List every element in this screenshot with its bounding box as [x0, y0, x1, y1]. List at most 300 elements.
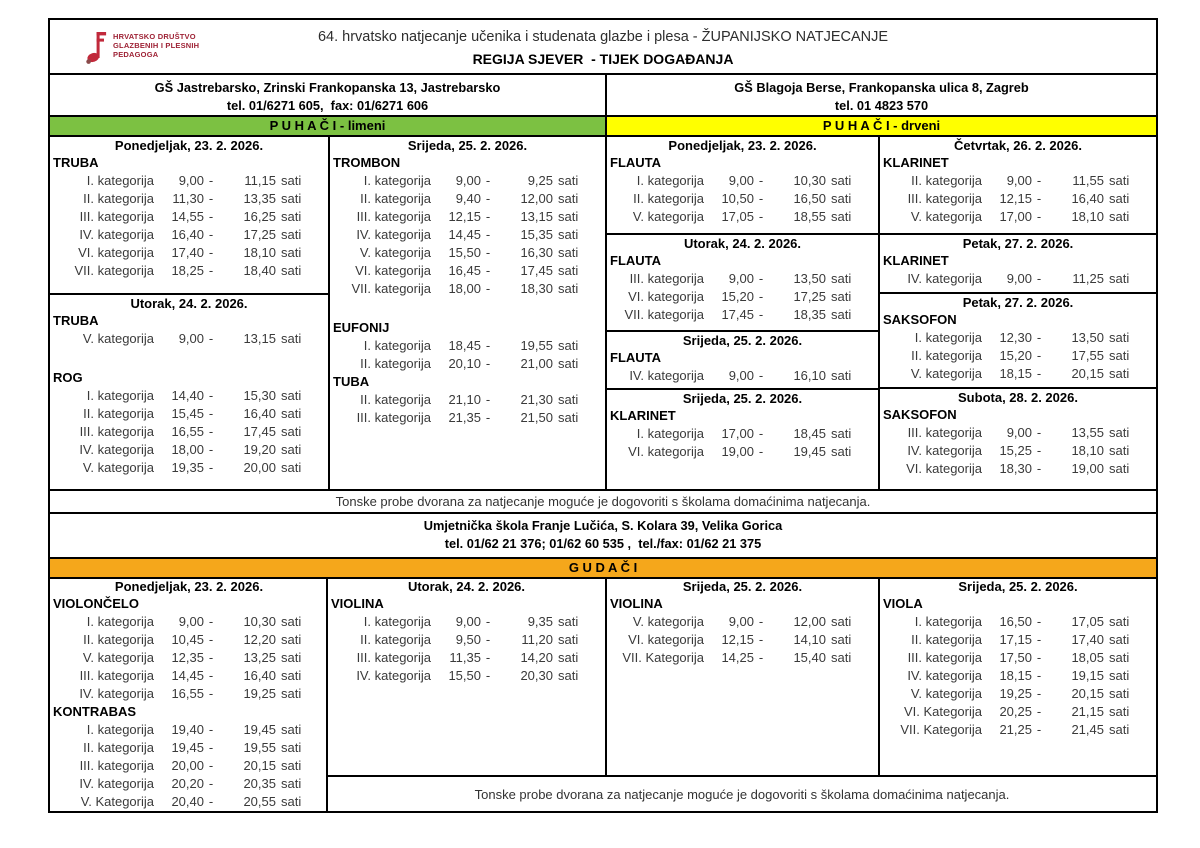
start-time: 9,00 [1006, 173, 1032, 188]
category-label: III. kategorija [907, 650, 982, 665]
sati-label: sati [831, 444, 852, 459]
start-time: 15,20 [999, 348, 1032, 363]
schedule-row [50, 685, 326, 703]
schedule-sheet [48, 18, 1158, 813]
day-block [880, 137, 1156, 233]
end-time: 17,25 [793, 289, 826, 304]
schedule-row [607, 631, 878, 649]
spacer [330, 298, 605, 319]
sati-label: sati [281, 331, 302, 346]
end-time: 21,50 [520, 410, 553, 425]
time-dash: - [758, 650, 764, 665]
sati-label: sati [558, 173, 579, 188]
category-label: IV. kategorija [356, 668, 431, 683]
end-time: 21,00 [520, 356, 553, 371]
schedule-row [50, 190, 328, 208]
time-dash: - [485, 173, 491, 188]
category-label: V. kategorija [359, 245, 431, 260]
start-time: 15,50 [448, 668, 481, 683]
schedule-row [328, 667, 605, 685]
day-block [880, 292, 1156, 387]
end-time: 12,00 [520, 191, 553, 206]
sati-label: sati [558, 650, 579, 665]
start-time: 18,00 [171, 442, 204, 457]
schedule-row [328, 649, 605, 667]
category-label: V. kategorija [910, 366, 982, 381]
end-time: 19,20 [243, 442, 276, 457]
logo-line-2: GLAZBENIH I PLESNIH [113, 41, 200, 50]
end-time: 10,30 [243, 614, 276, 629]
time-dash: - [1036, 632, 1042, 647]
end-time: 20,35 [243, 776, 276, 791]
start-time: 14,55 [171, 209, 204, 224]
time-dash: - [208, 406, 214, 421]
schedule-row [50, 226, 328, 244]
sati-label: sati [281, 460, 302, 475]
schedule-row [880, 347, 1156, 365]
venue-name: GŠ Blagoja Berse, Frankopanska ulica 8, Zagreb [734, 80, 1029, 95]
sati-label: sati [558, 614, 579, 629]
sati-label: sati [831, 307, 852, 322]
sati-label: sati [281, 442, 302, 457]
end-time: 13,15 [243, 331, 276, 346]
schedule-row [50, 757, 326, 775]
start-time: 17,00 [721, 426, 754, 441]
category-label: VI. kategorija [78, 245, 154, 260]
end-time: 18,55 [793, 209, 826, 224]
schedule-row [880, 270, 1156, 288]
category-label: II. kategorija [360, 392, 431, 407]
start-time: 9,00 [178, 173, 204, 188]
date-header: Subota, 28. 2. 2026. [958, 390, 1078, 405]
venues-row [50, 75, 1156, 117]
instrument-heading: KLARINET [883, 155, 949, 170]
sati-label: sati [831, 650, 852, 665]
start-time: 18,15 [999, 366, 1032, 381]
instrument-heading: TROMBON [333, 155, 401, 170]
category-label: III. kategorija [356, 650, 431, 665]
start-time: 9,00 [178, 614, 204, 629]
time-dash: - [485, 650, 491, 665]
category-label: VI. kategorija [355, 263, 431, 278]
schedule-row [880, 208, 1156, 226]
time-dash: - [208, 460, 214, 475]
date-header: Srijeda, 25. 2. 2026. [407, 138, 528, 153]
end-time: 15,30 [243, 388, 276, 403]
time-dash: - [485, 281, 491, 296]
start-time: 16,55 [171, 686, 204, 701]
schedule-row [330, 391, 605, 409]
category-label: I. kategorija [363, 173, 431, 188]
schedule-row [880, 190, 1156, 208]
venue-contact: tel. 01 4823 570 [834, 98, 929, 113]
sati-label: sati [281, 173, 302, 188]
schedule-row [330, 280, 605, 298]
schedule-row [880, 424, 1156, 442]
start-time: 16,55 [171, 424, 204, 439]
band-puhaci-drveni: P U H A Č I - drveni [605, 117, 1156, 135]
time-dash: - [758, 209, 764, 224]
sati-label: sati [831, 368, 852, 383]
start-time: 21,25 [999, 722, 1032, 737]
time-dash: - [485, 392, 491, 407]
day-block [50, 137, 328, 293]
spacer [50, 348, 328, 369]
schedule-row [50, 244, 328, 262]
time-dash: - [1036, 271, 1042, 286]
start-time: 17,05 [721, 209, 754, 224]
start-time: 16,45 [448, 263, 481, 278]
instrument-heading: TRUBA [53, 155, 99, 170]
time-dash: - [485, 410, 491, 425]
sati-label: sati [831, 632, 852, 647]
time-dash: - [208, 740, 214, 755]
schedule-row [607, 288, 878, 306]
start-time: 12,15 [448, 209, 481, 224]
time-dash: - [758, 444, 764, 459]
schedule-row [880, 613, 1156, 631]
schedule-row [330, 355, 605, 373]
start-time: 20,20 [171, 776, 204, 791]
end-time: 18,10 [1071, 443, 1104, 458]
schedule-column [878, 579, 1156, 775]
start-time: 12,30 [999, 330, 1032, 345]
end-time: 19,55 [243, 740, 276, 755]
end-time: 19,00 [1071, 461, 1104, 476]
end-time: 19,55 [520, 338, 553, 353]
start-time: 9,00 [728, 173, 754, 188]
note-strings [328, 775, 1156, 811]
schedule-row [607, 425, 878, 443]
end-time: 18,30 [520, 281, 553, 296]
time-dash: - [1036, 425, 1042, 440]
end-time: 17,45 [243, 424, 276, 439]
end-time: 16,25 [243, 209, 276, 224]
sati-label: sati [558, 632, 579, 647]
end-time: 16,40 [243, 668, 276, 683]
end-time: 19,45 [243, 722, 276, 737]
schedule-column [50, 579, 326, 811]
time-dash: - [1036, 461, 1042, 476]
category-label: II. kategorija [911, 632, 982, 647]
category-label: I. kategorija [914, 330, 982, 345]
start-time: 20,40 [171, 794, 204, 809]
schedule-row [50, 739, 326, 757]
start-time: 18,30 [999, 461, 1032, 476]
time-dash: - [485, 191, 491, 206]
strings-right-area [326, 579, 1156, 811]
day-block [607, 330, 878, 388]
category-label: III. kategorija [907, 191, 982, 206]
end-time: 11,20 [521, 632, 553, 647]
schedule-row [50, 631, 326, 649]
start-time: 20,10 [448, 356, 481, 371]
schedule-row [607, 190, 878, 208]
sati-label: sati [1109, 330, 1130, 345]
date-header: Srijeda, 25. 2. 2026. [958, 579, 1078, 594]
schedule-column [605, 137, 878, 489]
category-label: VII. Kategorija [900, 722, 982, 737]
start-time: 17,15 [999, 632, 1032, 647]
category-label: VII. kategorija [351, 281, 431, 296]
schedule-row [50, 721, 326, 739]
start-time: 21,10 [448, 392, 481, 407]
schedule-row [50, 172, 328, 190]
category-label: II. kategorija [83, 740, 154, 755]
day-block [607, 579, 878, 775]
instrument-heading: KLARINET [883, 253, 949, 268]
time-dash: - [485, 227, 491, 242]
strings-band-row [50, 559, 1156, 579]
category-label: I. kategorija [363, 614, 431, 629]
logo-line-3: PEDAGOGA [113, 50, 159, 59]
end-time: 18,10 [243, 245, 276, 260]
category-label: IV. kategorija [79, 227, 154, 242]
venue-name: GŠ Jastrebarsko, Zrinski Frankopanska 13, Jastrebarsko [154, 80, 501, 95]
sati-label: sati [281, 668, 302, 683]
end-time: 17,05 [1071, 614, 1104, 629]
start-time: 9,00 [728, 614, 754, 629]
sati-label: sati [281, 209, 302, 224]
schedule-row [880, 631, 1156, 649]
end-time: 12,20 [243, 632, 276, 647]
instrument-heading: VIOLINA [610, 596, 663, 611]
end-time: 16,50 [793, 191, 826, 206]
category-label: I. kategorija [86, 722, 154, 737]
time-dash: - [208, 722, 214, 737]
category-label: V. kategorija [82, 331, 154, 346]
category-label: V. kategorija [910, 209, 982, 224]
time-dash: - [208, 442, 214, 457]
category-label: IV. kategorija [629, 368, 704, 383]
sati-label: sati [281, 740, 302, 755]
schedule-row [50, 459, 328, 477]
section-bands [50, 117, 1156, 137]
sati-label: sati [831, 426, 852, 441]
category-label: IV. kategorija [79, 776, 154, 791]
time-dash: - [1036, 366, 1042, 381]
sati-label: sati [558, 338, 579, 353]
start-time: 9,00 [728, 368, 754, 383]
end-time: 16,30 [520, 245, 553, 260]
strings-schedule-grid [50, 579, 1156, 811]
instrument-heading: VIOLA [883, 596, 923, 611]
time-dash: - [758, 271, 764, 286]
sati-label: sati [558, 227, 579, 242]
start-time: 14,25 [721, 650, 754, 665]
category-label: V. kategorija [632, 614, 704, 629]
time-dash: - [1036, 614, 1042, 629]
end-time: 16,10 [793, 368, 826, 383]
schedule-row [50, 330, 328, 348]
note-text: Tonske probe dvorana za natjecanje moguće je dogovoriti s školama domaćinima natjecanja. [474, 786, 1010, 802]
category-label: III. kategorija [79, 758, 154, 773]
winds-schedule-grid [50, 137, 1156, 491]
time-dash: - [1036, 173, 1042, 188]
instrument-heading: ROG [53, 370, 83, 385]
time-dash: - [758, 307, 764, 322]
instrument-heading: EUFONIJ [333, 320, 390, 335]
end-time: 17,45 [520, 263, 553, 278]
date-header: Utorak, 24. 2. 2026. [130, 296, 248, 311]
start-time: 17,00 [999, 209, 1032, 224]
schedule-row [50, 262, 328, 280]
end-time: 18,40 [243, 263, 276, 278]
schedule-row [880, 667, 1156, 685]
sati-label: sati [831, 289, 852, 304]
schedule-column [605, 579, 878, 775]
start-time: 19,00 [721, 444, 754, 459]
end-time: 19,15 [1071, 668, 1104, 683]
end-time: 11,15 [244, 173, 276, 188]
schedule-row [50, 405, 328, 423]
start-time: 12,15 [721, 632, 754, 647]
start-time: 12,35 [171, 650, 204, 665]
sati-label: sati [1109, 191, 1130, 206]
end-time: 17,40 [1071, 632, 1104, 647]
instrument-heading: VIOLONČELO [53, 596, 139, 611]
time-dash: - [1036, 668, 1042, 683]
time-dash: - [1036, 704, 1042, 719]
venue-blagoja-berse [605, 75, 1156, 115]
instrument-heading: VIOLINA [331, 596, 384, 611]
note-winds: Tonske probe dvorana za natjecanje moguće je dogovoriti s školama domaćinima natjecanja. [50, 491, 1156, 514]
time-dash: - [208, 650, 214, 665]
end-time: 17,55 [1071, 348, 1104, 363]
schedule-row [880, 685, 1156, 703]
category-label: I. kategorija [86, 614, 154, 629]
start-time: 16,50 [999, 614, 1032, 629]
end-time: 20,30 [520, 668, 553, 683]
venue-contact: tel. 01/6271 605, fax: 01/6271 606 [226, 98, 429, 113]
time-dash: - [208, 776, 214, 791]
venue-contact: tel. 01/62 21 376; 01/62 60 535 , tel./fax: 01/62 21 375 [444, 536, 762, 551]
sati-label: sati [281, 650, 302, 665]
time-dash: - [485, 668, 491, 683]
start-time: 15,45 [171, 406, 204, 421]
sati-label: sati [281, 614, 302, 629]
schedule-row [330, 190, 605, 208]
day-block [607, 388, 878, 489]
schedule-row [880, 442, 1156, 460]
category-label: V. kategorija [82, 650, 154, 665]
start-time: 9,00 [728, 271, 754, 286]
time-dash: - [1036, 348, 1042, 363]
category-label: IV. kategorija [79, 442, 154, 457]
sati-label: sati [1109, 686, 1130, 701]
end-time: 18,45 [793, 426, 826, 441]
category-label: II. kategorija [360, 191, 431, 206]
sati-label: sati [281, 263, 302, 278]
category-label: IV. kategorija [356, 227, 431, 242]
strings-column-1 [50, 579, 326, 811]
time-dash: - [208, 758, 214, 773]
start-time: 14,45 [171, 668, 204, 683]
sati-label: sati [558, 356, 579, 371]
start-time: 10,50 [721, 191, 754, 206]
day-block [50, 293, 328, 489]
time-dash: - [1036, 191, 1042, 206]
schedule-column [50, 137, 328, 489]
start-time: 15,50 [448, 245, 481, 260]
schedule-column [328, 579, 605, 775]
sati-label: sati [281, 388, 302, 403]
end-time: 13,55 [1071, 425, 1104, 440]
date-header: Petak, 27. 2. 2026. [962, 236, 1074, 251]
region-subtitle: REGIJA SJEVER - TIJEK DOGAĐANJA [472, 51, 734, 67]
start-time: 17,40 [171, 245, 204, 260]
category-label: V. Kategorija [80, 794, 154, 809]
schedule-row [330, 172, 605, 190]
date-header: Utorak, 24. 2. 2026. [407, 579, 526, 594]
sati-label: sati [281, 776, 302, 791]
end-time: 20,15 [1071, 366, 1104, 381]
schedule-row [330, 262, 605, 280]
schedule-row [328, 613, 605, 631]
start-time: 19,40 [171, 722, 204, 737]
venue-jastrebarsko [50, 75, 605, 115]
end-time: 21,15 [1071, 704, 1104, 719]
time-dash: - [208, 614, 214, 629]
category-label: II. kategorija [360, 356, 431, 371]
date-header: Srijeda, 25. 2. 2026. [682, 579, 803, 594]
schedule-row [50, 387, 328, 405]
day-block [880, 387, 1156, 489]
end-time: 9,35 [527, 614, 553, 629]
category-label: II. kategorija [83, 632, 154, 647]
start-time: 19,25 [999, 686, 1032, 701]
sati-label: sati [831, 173, 852, 188]
sati-label: sati [558, 281, 579, 296]
category-label: V. kategorija [632, 209, 704, 224]
start-time: 9,00 [1006, 271, 1032, 286]
date-header: Ponedjeljak, 23. 2. 2026. [668, 138, 817, 153]
category-label: V. kategorija [82, 460, 154, 475]
sati-label: sati [1109, 668, 1130, 683]
schedule-row [607, 367, 878, 385]
sati-label: sati [1109, 209, 1130, 224]
schedule-row [880, 649, 1156, 667]
start-time: 11,35 [449, 650, 481, 665]
sati-label: sati [281, 632, 302, 647]
time-dash: - [208, 632, 214, 647]
day-block [880, 579, 1156, 775]
start-time: 16,40 [171, 227, 204, 242]
schedule-row [880, 721, 1156, 739]
schedule-row [880, 329, 1156, 347]
start-time: 21,35 [448, 410, 481, 425]
category-label: II. kategorija [83, 406, 154, 421]
time-dash: - [208, 331, 214, 346]
category-label: IV. kategorija [907, 271, 982, 286]
time-dash: - [208, 173, 214, 188]
time-dash: - [208, 227, 214, 242]
start-time: 18,00 [448, 281, 481, 296]
start-time: 11,30 [172, 191, 204, 206]
schedule-row [607, 306, 878, 324]
time-dash: - [758, 191, 764, 206]
category-label: I. kategorija [914, 614, 982, 629]
time-dash: - [758, 426, 764, 441]
schedule-column [878, 137, 1156, 489]
sati-label: sati [1109, 366, 1130, 381]
end-time: 18,10 [1071, 209, 1104, 224]
category-label: IV. kategorija [79, 686, 154, 701]
schedule-row [880, 365, 1156, 383]
time-dash: - [208, 686, 214, 701]
time-dash: - [758, 173, 764, 188]
start-time: 9,00 [455, 614, 481, 629]
